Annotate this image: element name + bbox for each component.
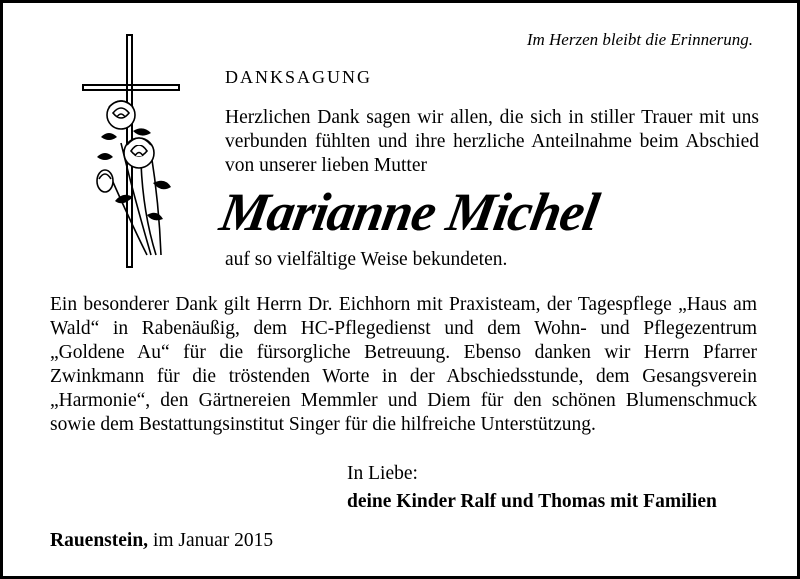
place-date xyxy=(50,530,273,552)
place: Rauenstein, xyxy=(50,530,149,551)
signers: deine Kinder Ralf und Thomas mit Familien xyxy=(347,491,717,512)
closing-line: In Liebe: xyxy=(347,463,418,484)
intro-end-text: auf so vielfältige Weise bekundeten. xyxy=(225,249,508,270)
heading: DANKSAGUNG xyxy=(225,67,373,87)
cross-with-roses-icon xyxy=(81,33,181,273)
motto: Im Herzen bleibt die Erinnerung. xyxy=(526,30,753,49)
date: im Januar 2015 xyxy=(152,530,274,551)
deceased-name: Marianne Michel xyxy=(215,182,603,242)
thanks-body: Ein besonderer Dank gilt Herrn Dr. Eichhorn mit Praxisteam, der Tagespflege „Haus am Wald“ in Rabenäußig, dem HC-Pflegedienst und dem Wohn- und Pflegezentrum „Goldene Au“ für die fürsorgliche Betreuung. Ebenso danken wir Herrn Pfarrer Zwinkmann für die tröstenden Worte in der Abschiedsstunde, dem Gesangsverein „Harmonie“, den Gärtnereien Memmler und Diem für den schönen Blumenschmuck sowie dem Bestattungsinstitut Singer für die hilfreiche Unterstützung. xyxy=(50,294,757,435)
intro-text: Herzlichen Dank sagen wir allen, die sich in stiller Trauer mit uns verbunden fühlten und ihre herzliche Anteilnahme beim Abschied von unserer lieben Mutter xyxy=(225,107,759,176)
